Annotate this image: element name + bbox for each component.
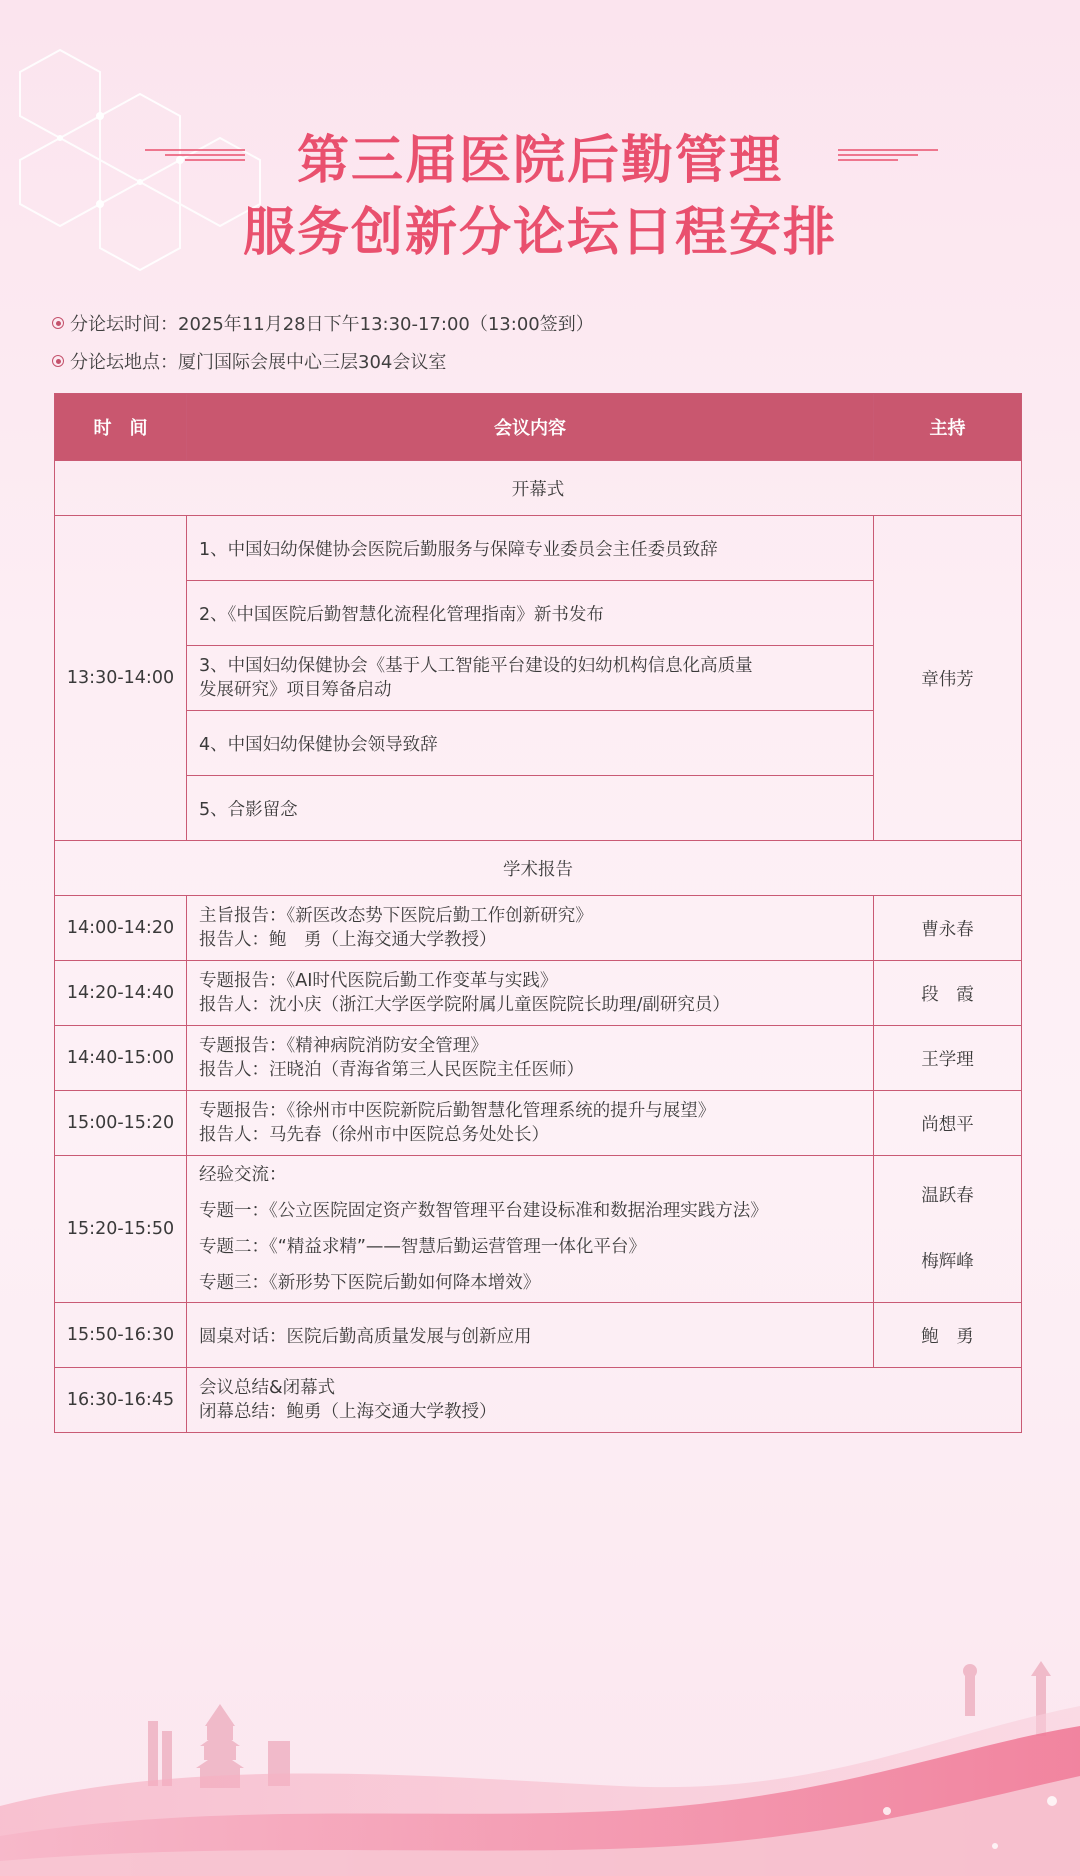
report-title: 专题报告：《徐州市中医院新院后勤智慧化管理系统的提升与展望》 — [199, 1101, 716, 1121]
exchange-topic: 专题三：《新形势下医院后勤如何降本增效》 — [199, 1273, 541, 1293]
table-header-row — [55, 394, 1022, 461]
page-title — [0, 125, 1080, 269]
closing-title: 会议总结&闭幕式 — [199, 1378, 336, 1398]
section-title-academic: 学术报告 — [55, 841, 1022, 896]
bullet-icon — [52, 355, 64, 367]
header-content: 会议内容 — [187, 394, 874, 461]
exchange-topic: 专题一：《公立医院固定资产数智管理平台建设标准和数据治理实践方法》 — [199, 1201, 768, 1221]
page-title-line1: 第三届医院后勤管理 — [296, 131, 783, 191]
table-row — [55, 1091, 1022, 1156]
time-cell: 15:50-16:30 — [55, 1303, 187, 1368]
forum-place-text: 分论坛地点：厦门国际会展中心三层304会议室 — [70, 352, 447, 373]
report-title: 专题报告：《精神病院消防安全管理》 — [199, 1036, 488, 1056]
time-cell: 13:30-14:00 — [55, 516, 187, 841]
host-cell: 尚想平 — [874, 1091, 1022, 1156]
reporter: 报告人：鲍 勇（上海交通大学教授） — [199, 930, 497, 950]
exchange-topic: 专题二：《“精益求精”——智慧后勤运营管理一体化平台》 — [199, 1237, 646, 1257]
content-cell — [187, 1156, 874, 1303]
section-row-academic — [55, 841, 1022, 896]
section-row-opening — [55, 461, 1022, 516]
host-cell: 章伟芳 — [874, 516, 1022, 841]
content-line: 发展研究》项目筹备启动 — [199, 680, 392, 700]
content-cell: 圆桌对话：医院后勤高质量发展与创新应用 — [187, 1303, 874, 1368]
content-cell — [187, 961, 874, 1026]
host-cell: 王学理 — [874, 1026, 1022, 1091]
header-time: 时 间 — [55, 394, 187, 461]
content-cell — [187, 646, 874, 711]
table-row-exchange — [55, 1156, 1022, 1303]
forum-time-text: 分论坛时间：2025年11月28日下午13:30-17:00（13:00签到） — [70, 314, 594, 335]
table-row — [55, 961, 1022, 1026]
table-row — [55, 516, 1022, 581]
time-cell: 14:00-14:20 — [55, 896, 187, 961]
content-cell — [187, 896, 874, 961]
host-name: 温跃春 — [921, 1186, 974, 1206]
report-title: 主旨报告：《新医改态势下医院后勤工作创新研究》 — [199, 906, 593, 926]
reporter: 报告人：汪晓泊（青海省第三人民医院主任医师） — [199, 1060, 584, 1080]
content-cell — [187, 1091, 874, 1156]
report-title: 专题报告：《AI时代医院后勤工作变革与实践》 — [199, 971, 558, 991]
time-cell: 15:00-15:20 — [55, 1091, 187, 1156]
content-cell: 5、合影留念 — [187, 776, 874, 841]
schedule-table — [54, 393, 1022, 1433]
table-row-roundtable — [55, 1303, 1022, 1368]
time-cell: 14:40-15:00 — [55, 1026, 187, 1091]
page-title-line2: 服务创新分论坛日程安排 — [242, 203, 837, 263]
content-cell — [187, 1026, 874, 1091]
time-cell: 15:20-15:50 — [55, 1156, 187, 1303]
bottom-wave-decoration — [0, 1476, 1080, 1876]
host-cell — [874, 1156, 1022, 1303]
reporter: 报告人：沈小庆（浙江大学医学院附属儿童医院院长助理/副研究员） — [199, 995, 730, 1015]
bullet-icon — [52, 317, 64, 329]
time-cell: 16:30-16:45 — [55, 1368, 187, 1433]
host-cell: 鲍 勇 — [874, 1303, 1022, 1368]
forum-time-info — [52, 310, 594, 336]
content-line: 3、中国妇幼保健协会《基于人工智能平台建设的妇幼机构信息化高质量 — [199, 656, 753, 676]
host-cell: 段 霞 — [874, 961, 1022, 1026]
table-row — [55, 1026, 1022, 1091]
table-row-closing — [55, 1368, 1022, 1433]
closing-summary: 闭幕总结：鲍勇（上海交通大学教授） — [199, 1402, 497, 1422]
content-cell: 1、中国妇幼保健协会医院后勤服务与保障专业委员会主任委员致辞 — [187, 516, 874, 581]
host-name: 梅辉峰 — [921, 1252, 974, 1272]
content-cell: 2、《中国医院后勤智慧化流程化管理指南》新书发布 — [187, 581, 874, 646]
forum-place-info — [52, 348, 446, 374]
content-cell: 4、中国妇幼保健协会领导致辞 — [187, 711, 874, 776]
content-cell — [187, 1368, 1022, 1433]
reporter: 报告人：马先春（徐州市中医院总务处处长） — [199, 1125, 549, 1145]
exchange-heading: 经验交流： — [199, 1165, 287, 1185]
table-row — [55, 896, 1022, 961]
section-title-opening: 开幕式 — [55, 461, 1022, 516]
time-cell: 14:20-14:40 — [55, 961, 187, 1026]
header-host: 主持 — [874, 394, 1022, 461]
host-cell: 曹永春 — [874, 896, 1022, 961]
